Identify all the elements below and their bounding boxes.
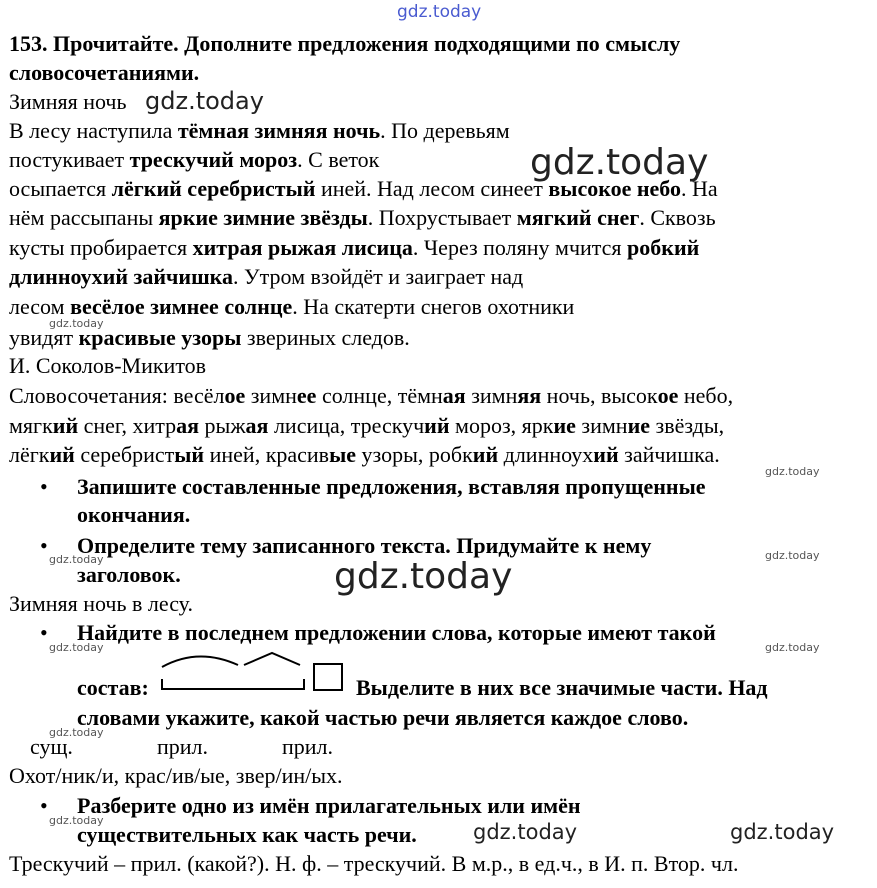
text-fragment: постукивает bbox=[9, 147, 130, 172]
ending: ий bbox=[49, 442, 75, 467]
text-line bbox=[9, 146, 379, 174]
watermark: gdz.today bbox=[49, 317, 104, 330]
word-fragment: узоры, робк bbox=[356, 442, 473, 467]
word-fragment: зимн bbox=[245, 383, 297, 408]
watermark: gdz.today bbox=[49, 553, 104, 566]
answer: Трескучий – прил. (какой?). Н. ф. – трескучий. В м.р., в ед.ч., в И. п. Втор. чл. bbox=[9, 851, 739, 876]
text-line bbox=[9, 263, 523, 291]
phrase: красивые узоры bbox=[78, 325, 242, 350]
phrase: длинноухий зайчишка bbox=[9, 264, 234, 289]
watermark: gdz.today bbox=[145, 87, 264, 115]
ending: ие bbox=[553, 413, 576, 438]
watermark: gdz.today bbox=[49, 726, 104, 739]
answer: Охот/ник/и, крас/ив/ые, звер/ин/ых. bbox=[9, 763, 343, 788]
watermark: gdz.today bbox=[530, 142, 709, 183]
phrases-line bbox=[9, 412, 724, 440]
watermark-top: gdz.today bbox=[397, 2, 482, 22]
text-heading: Зимняя ночь bbox=[9, 89, 127, 114]
task-number: 153. bbox=[9, 31, 48, 56]
word-fragment: иней, красив bbox=[204, 442, 330, 467]
morpheme-scheme-icon bbox=[158, 645, 348, 693]
part-of-speech-label: прил. bbox=[282, 734, 334, 759]
watermark: gdz.today bbox=[334, 556, 513, 597]
watermark: gdz.today bbox=[765, 641, 820, 654]
ending: ий bbox=[424, 413, 450, 438]
phrase: лёгкий серебристый bbox=[111, 176, 316, 201]
word-fragment: снег, хитр bbox=[78, 413, 177, 438]
watermark: gdz.today bbox=[473, 820, 578, 844]
text-fragment: иней. Над лесом синеет bbox=[315, 176, 549, 201]
task-item: Выделите в них все значимые части. Над bbox=[356, 675, 768, 700]
answer: Зимняя ночь в лесу. bbox=[9, 591, 193, 616]
word-fragment: ночь, высок bbox=[541, 383, 658, 408]
task-title-line2: словосочетаниями. bbox=[9, 60, 200, 85]
text-fragment: В лесу наступила bbox=[9, 118, 178, 143]
phrase: тёмная зимняя ночь bbox=[177, 118, 381, 143]
part-of-speech-label: сущ. bbox=[30, 734, 73, 759]
text-fragment: . На bbox=[681, 176, 718, 201]
phrase: весёлое зимнее солнце bbox=[70, 294, 293, 319]
phrase: высокое небо bbox=[548, 176, 682, 201]
ending: ая bbox=[442, 383, 466, 408]
task-item: Запишите составленные предложения, вставляя пропущенные bbox=[77, 474, 706, 499]
task-title-line1: Прочитайте. Дополните предложения подходящими по смыслу bbox=[53, 31, 681, 56]
text-line bbox=[9, 204, 716, 232]
phrases-line bbox=[9, 441, 720, 469]
watermark: gdz.today bbox=[49, 641, 104, 654]
task-item: Найдите в последнем предложении слова, которые имеют такой bbox=[77, 620, 716, 645]
word-fragment: зимн bbox=[575, 413, 628, 438]
task-item: Определите тему записанного текста. Придумайте к нему bbox=[77, 533, 652, 558]
part-of-speech-label: прил. bbox=[157, 734, 209, 759]
text-line bbox=[9, 324, 410, 352]
phrase: робкий bbox=[627, 235, 700, 260]
text-fragment: . Сквозь bbox=[639, 205, 716, 230]
word-fragment: лёгк bbox=[9, 442, 50, 467]
author: И. Соколов-Микитов bbox=[9, 353, 207, 378]
bullet-icon: • bbox=[40, 533, 48, 558]
ending: ый bbox=[174, 442, 205, 467]
bullet-icon: • bbox=[40, 793, 48, 818]
task-item: Разберите одно из имён прилагательных или имён bbox=[77, 793, 581, 818]
text-line bbox=[9, 293, 574, 321]
phrases-line bbox=[9, 382, 733, 410]
task-item: окончания. bbox=[77, 502, 191, 527]
word-fragment: звёзды, bbox=[650, 413, 725, 438]
task-item: заголовок. bbox=[77, 562, 181, 587]
word-fragment: мягк bbox=[9, 413, 53, 438]
text-fragment: увидят bbox=[9, 325, 79, 350]
text-fragment: звериных следов. bbox=[241, 325, 410, 350]
ending: ое bbox=[224, 383, 246, 408]
word-fragment: серебрист bbox=[74, 442, 175, 467]
ending: ое bbox=[657, 383, 679, 408]
ending: ая bbox=[176, 413, 200, 438]
text-fragment: лесом bbox=[9, 294, 71, 319]
text-fragment: нём рассыпаны bbox=[9, 205, 159, 230]
word-fragment: зимн bbox=[465, 383, 518, 408]
suffix-mark-icon bbox=[244, 653, 300, 665]
ending-box-icon bbox=[314, 664, 342, 690]
ending: ее bbox=[296, 383, 317, 408]
phrase: яркие зимние звёзды bbox=[158, 205, 368, 230]
word-fragment: Словосочетания: весёл bbox=[9, 383, 225, 408]
watermark: gdz.today bbox=[765, 549, 820, 562]
phrase: мягкий снег bbox=[516, 205, 640, 230]
task-item: словами укажите, какой частью речи является каждое слово. bbox=[77, 705, 689, 730]
ending: яя bbox=[517, 383, 542, 408]
watermark: gdz.today bbox=[49, 814, 104, 827]
text-fragment: . Утром взойдёт и заиграет над bbox=[233, 264, 524, 289]
word-fragment: небо, bbox=[678, 383, 734, 408]
text-fragment: . Через поляну мчится bbox=[412, 235, 628, 260]
ending: ий bbox=[472, 442, 499, 467]
ending: ие bbox=[627, 413, 651, 438]
text-fragment: . По деревьям bbox=[380, 118, 510, 143]
text-fragment: осыпается bbox=[9, 176, 112, 201]
bullet-icon: • bbox=[40, 620, 48, 645]
ending: ий bbox=[52, 413, 79, 438]
text-line bbox=[9, 234, 699, 262]
phrase: хитрая рыжая лисица bbox=[192, 235, 413, 260]
phrase: трескучий мороз bbox=[129, 147, 298, 172]
task-item: существительных как часть речи. bbox=[77, 822, 417, 847]
word-fragment: зайчишка. bbox=[618, 442, 720, 467]
root-arc-icon bbox=[162, 656, 238, 667]
word-fragment: рыж bbox=[199, 413, 246, 438]
word-fragment: длинноух bbox=[498, 442, 594, 467]
ending: ий bbox=[593, 442, 619, 467]
bullet-icon: • bbox=[40, 474, 48, 499]
text-fragment: кусты пробирается bbox=[9, 235, 193, 260]
ending: ая bbox=[245, 413, 269, 438]
stem-bracket-icon bbox=[162, 679, 304, 689]
task-title bbox=[9, 30, 680, 58]
word-fragment: лисица, трескуч bbox=[268, 413, 425, 438]
task-item-label: состав: bbox=[77, 675, 149, 700]
word-fragment: солнце, тёмн bbox=[316, 383, 443, 408]
text-fragment: . Похрустывает bbox=[367, 205, 517, 230]
watermark: gdz.today bbox=[765, 465, 820, 478]
text-fragment: . С веток bbox=[297, 147, 380, 172]
watermark: gdz.today bbox=[730, 820, 835, 844]
text-line bbox=[9, 117, 510, 145]
text-fragment: . На скатерти снегов охотники bbox=[292, 294, 575, 319]
text-line bbox=[9, 175, 718, 203]
ending: ые bbox=[329, 442, 357, 467]
word-fragment: мороз, ярк bbox=[449, 413, 554, 438]
